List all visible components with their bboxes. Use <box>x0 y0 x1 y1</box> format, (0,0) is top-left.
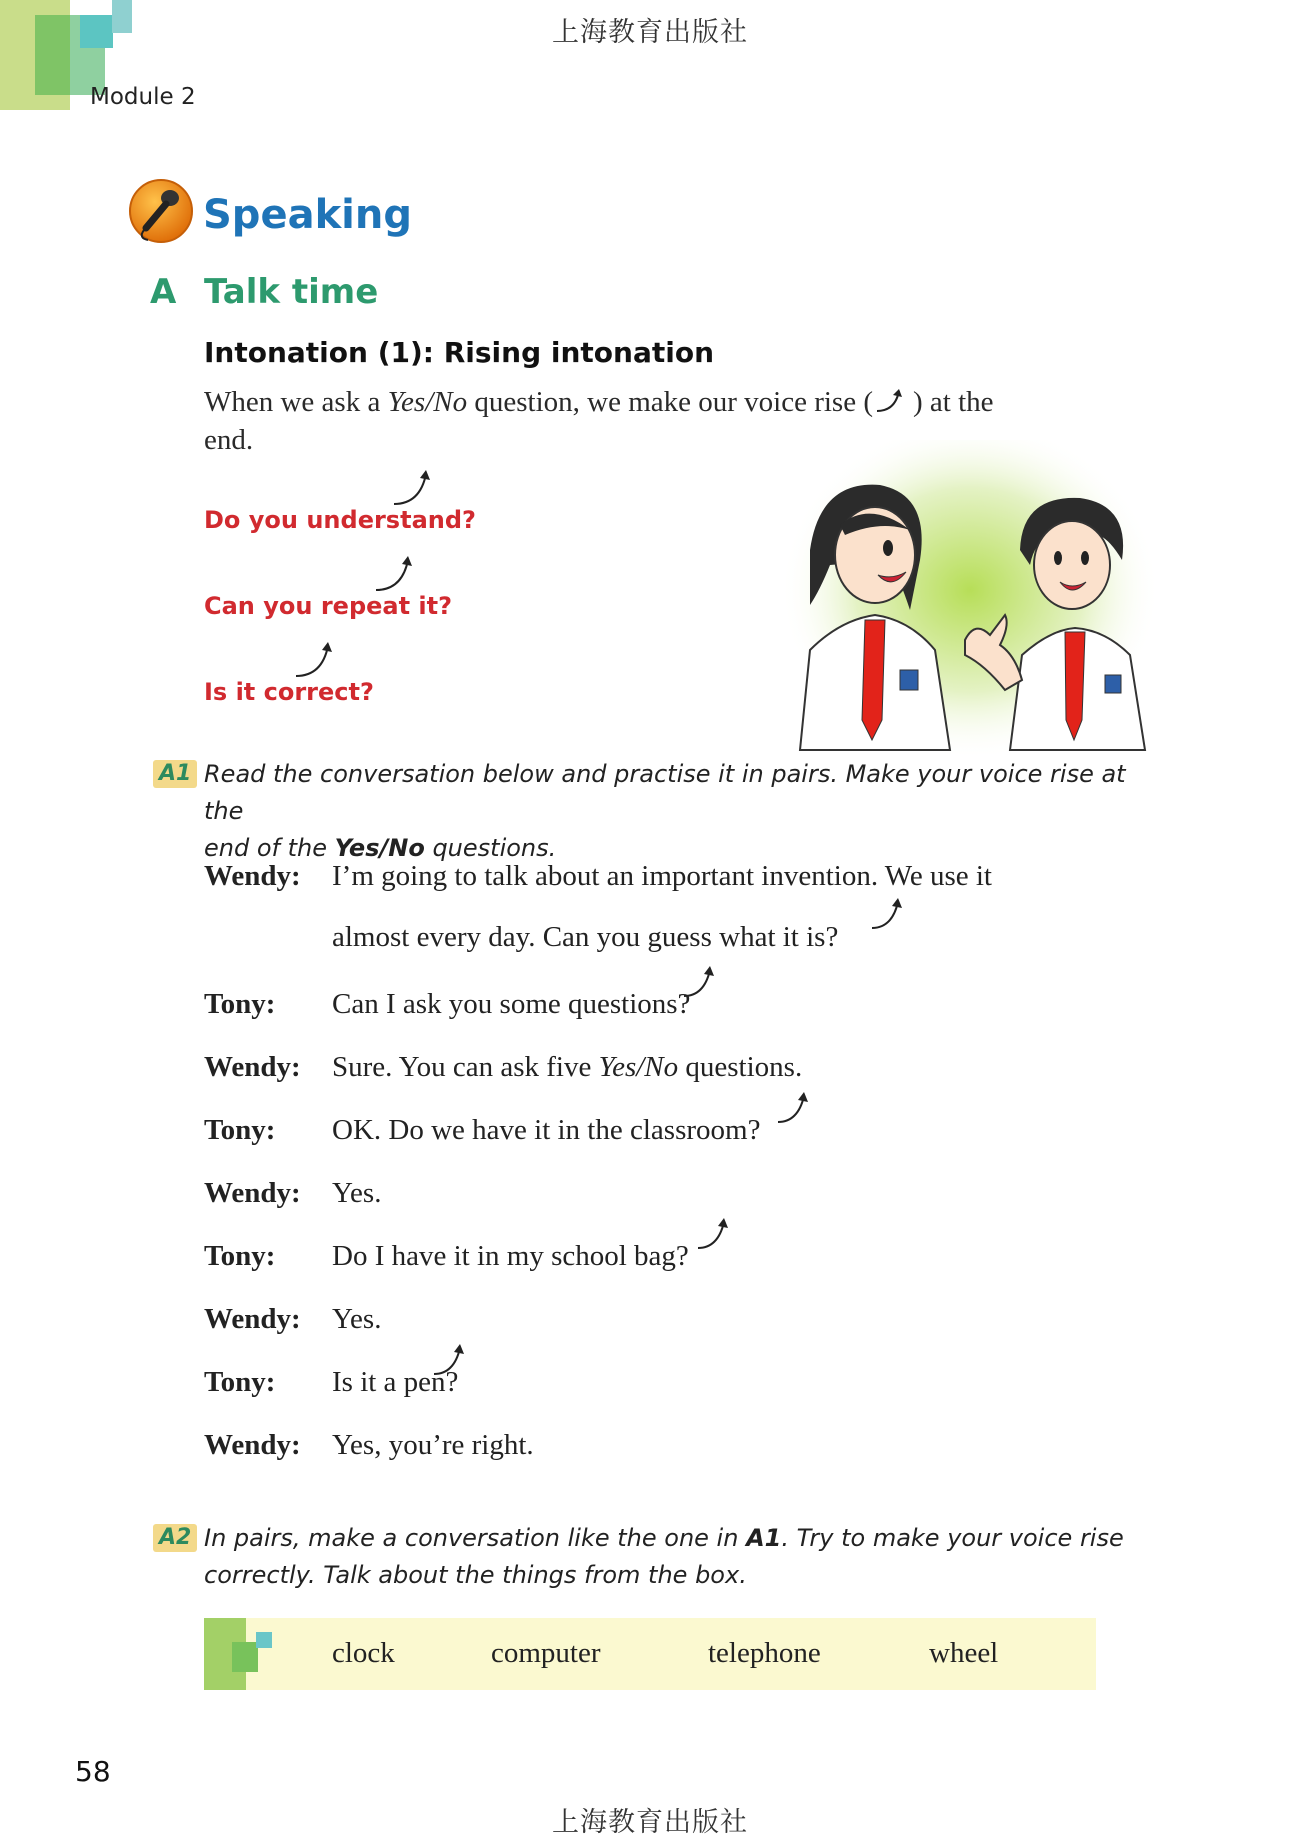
intro-text: When we ask a Yes/No question, we make our voice rise ( ) at the end. <box>204 386 994 456</box>
box-word: clock <box>332 1637 395 1669</box>
part-letter: A <box>150 272 177 312</box>
task-instruction: Read the conversation below and practise it in pairs. Make your voice rise at the end of the Yes/No questions. <box>204 760 1126 862</box>
subheading: Intonation (1): Rising intonation <box>204 336 715 369</box>
section-title: Speaking <box>203 192 412 238</box>
box-word: telephone <box>708 1637 821 1669</box>
dialogue-line: Can I ask you some questions? <box>332 988 691 1020</box>
dialogue-line: Yes. <box>332 1177 382 1209</box>
box-decoration <box>232 1642 258 1672</box>
speaker-name: Wendy: <box>204 1177 301 1209</box>
rising-arrow-icon <box>292 640 342 680</box>
dialogue-line: almost every day. Can you guess what it is? <box>332 921 839 953</box>
speaker-name: Wendy: <box>204 1429 301 1461</box>
header-decoration <box>112 0 132 33</box>
rising-arrow-icon <box>372 554 422 594</box>
header-decoration <box>80 15 113 48</box>
dialogue-line: Do I have it in my school bag? <box>332 1240 689 1272</box>
speaker-name: Tony: <box>204 1240 276 1272</box>
box-word: computer <box>491 1637 601 1669</box>
task-instruction: In pairs, make a conversation like the one in A1. Try to make your voice rise correctly. Talk about the things from the box. <box>204 1524 1124 1589</box>
speaker-name: Wendy: <box>204 1051 301 1083</box>
part-title: Talk time <box>204 272 379 312</box>
microphone-icon <box>128 178 194 244</box>
task-badge: A1 <box>153 760 197 788</box>
publisher-header: 上海教育出版社 <box>552 17 748 48</box>
dialogue-line: Yes, you’re right. <box>332 1429 534 1461</box>
speaker-name: Wendy: <box>204 1303 301 1335</box>
rising-arrow-icon <box>776 1090 816 1126</box>
dialogue-line: OK. Do we have it in the classroom? <box>332 1114 761 1146</box>
dialogue-line: Sure. You can ask five Yes/No questions. <box>332 1051 803 1083</box>
speaker-name: Tony: <box>204 1114 276 1146</box>
rising-arrow-icon <box>390 468 440 508</box>
speaker-name: Wendy: <box>204 860 301 892</box>
page-number: 58 <box>75 1755 111 1788</box>
rising-arrow-icon <box>870 896 910 932</box>
rising-arrow-icon <box>873 387 913 415</box>
box-decoration <box>256 1632 272 1648</box>
rising-arrow-icon <box>696 1216 736 1252</box>
example-question: Is it correct? <box>204 678 374 706</box>
speaker-name: Tony: <box>204 988 276 1020</box>
dialogue-line: Is it a pen? <box>332 1366 459 1398</box>
example-question: Can you repeat it? <box>204 592 453 620</box>
box-word: wheel <box>929 1637 999 1669</box>
module-label: Module 2 <box>90 84 196 110</box>
dialogue-line: Yes. <box>332 1303 382 1335</box>
dialogue-line: I’m going to talk about an important invention. We use it <box>332 860 992 892</box>
students-illustration <box>760 440 1160 760</box>
speaker-name: Tony: <box>204 1366 276 1398</box>
publisher-footer: 上海教育出版社 <box>552 1807 748 1838</box>
example-question: Do you understand? <box>204 506 476 534</box>
task-badge: A2 <box>153 1524 197 1552</box>
